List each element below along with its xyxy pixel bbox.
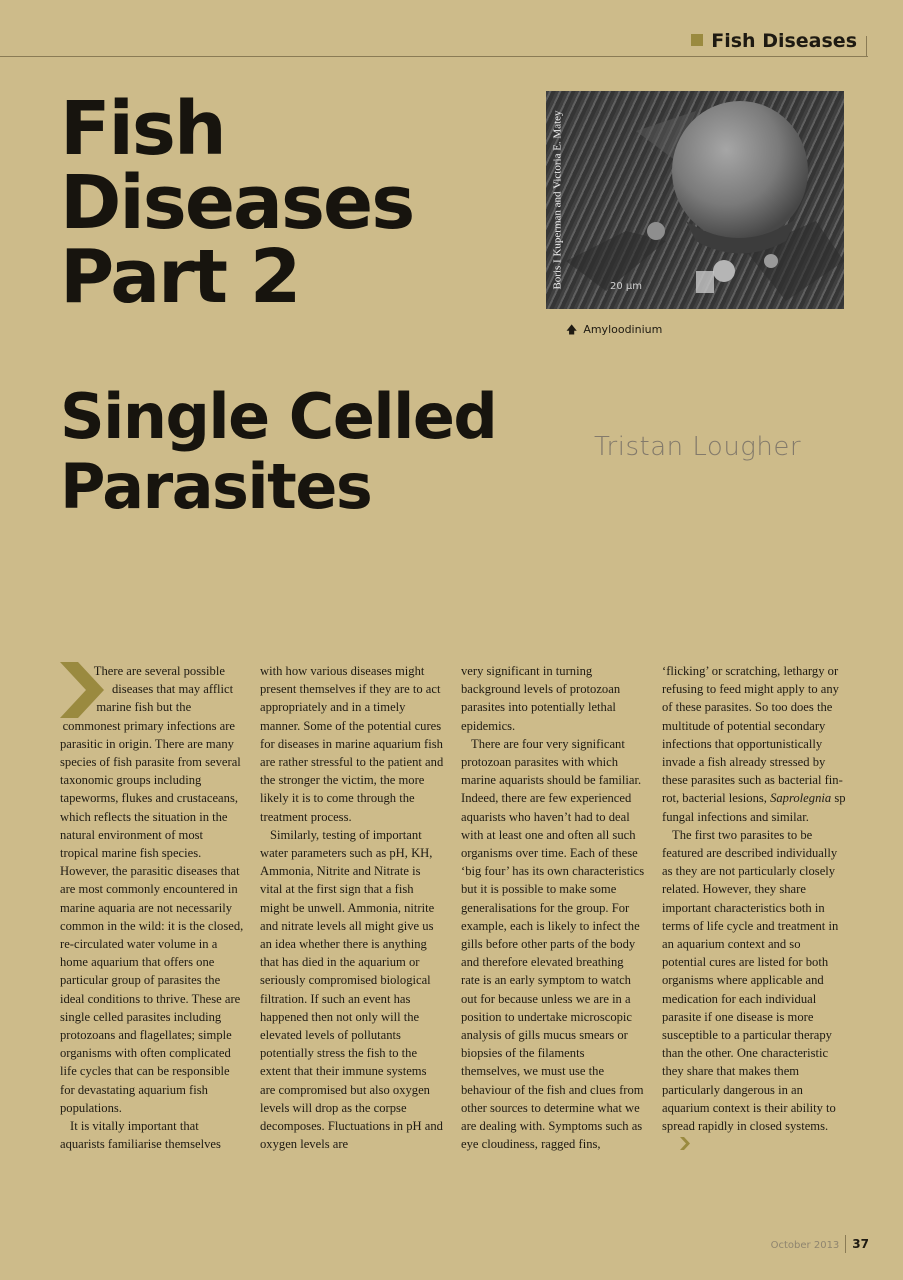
- body-paragraph: There are four very significant protozoan parasites with which marine aquarists should be familiar. Indeed, there are few experienced aquarists who haven’t had to deal with at least one and often all such organisms over time. Each of these ‘big four’ has its own characteristics but it is possible to make some generalisations for the group. For example, each is likely to infect the gills before other parts of the body and therefore elevated breathing rate is an early symptom to watch out for because unless we are in a position to undertake microscopic analysis of gills mucus smears or biopsies of the filaments themselves, we must use the behaviour of the fish and clues from other sources to determine what we are dealing with. Symptoms such as eye cloudiness, ragged fins,: [461, 736, 645, 1152]
- title-line-2: Diseases: [60, 160, 414, 246]
- arrow-up-icon: 🡅: [566, 323, 578, 336]
- species-name: Saprolegnia: [770, 791, 832, 806]
- subtitle-line-1: Single Celled: [60, 380, 497, 453]
- section-tag-label: Fish Diseases: [711, 30, 857, 52]
- header-rule: [0, 56, 868, 57]
- body-paragraph: It is vitally important that aquarists familiarise themselves: [60, 1119, 221, 1152]
- body-paragraph: There are several possible diseases that may afflict marine fish but the commonest primary infections are parasitic in origin. There are many species of fish parasite from several taxonomic groups including tapeworms, flukes and crustaceans, which reflects the situation in the natural environment of most tropical marine fish species. However, the parasitic diseases that are most commonly encountered in marine aquaria are not necessarily common in the wild: it is the closed, re-circulated water volume in a home aquarium that offers one particular group of parasites the ideal conditions to thrive. These are single celled parasites including protozoans and flagellates; simple organisms with often complicated life cycles that can be responsible for devastating aquarium fish populations.: [60, 664, 244, 1115]
- footer-divider: [845, 1235, 846, 1253]
- continue-chevron-icon: [670, 1137, 690, 1155]
- body-paragraph: with how various diseases might present themselves if they are to act appropriately and in a timely manner. Some of the potential cures for diseases in marine aquarium fish are rather stressful to the patient and the stronger the victim, the more likely it is to come through the treatment process.: [260, 664, 444, 824]
- body-paragraph: Similarly, testing of important water parameters such as pH, KH, Ammonia, Nitrite and Nitrate is vital at the first sign that a fish might be unwell. Ammonia, nitrite and nitrate levels all might give us an idea whether there is anything that has died in the aquarium or seriously compromised biological filtration. If such an event has happened then not only will the elevated levels of pollutants potentially stress the fish to the extent that their immune systems are compromised but also oxygen levels will drop as the corpse decomposes. Fluctuations in pH and oxygen levels are: [260, 827, 443, 1152]
- title-line-3: Part 2: [60, 234, 300, 320]
- photo-caption: [566, 321, 662, 340]
- body-column-4: [662, 662, 846, 1155]
- amyloodinium-photo: [546, 91, 844, 309]
- body-column-2: [260, 662, 444, 1153]
- body-text: sp fungal infections and similar.: [662, 791, 846, 824]
- header-rule-tick: [866, 36, 867, 57]
- body-paragraph: [662, 662, 846, 826]
- body-paragraph: very significant in turning background levels of protozoan parasites into potentially lethal epidemics.: [461, 664, 621, 733]
- title-line-1: Fish: [60, 86, 225, 172]
- photo-caption-text: Amyloodinium: [583, 323, 663, 336]
- body-paragraph: [662, 826, 846, 1156]
- body-column-3: [461, 662, 645, 1153]
- photo-credit-text: Boris I Kuperman and Victoria E. Matey: [552, 110, 564, 290]
- micrograph-illustration: [546, 91, 844, 309]
- body-text: The first two parasites to be featured are described individually as they are not particularly closely related. However, they share important characteristics both in terms of life cycle and treatment in an aquarium context and so potential cures are listed for both organisms where applicable and medication for each individual parasite if one disease is more susceptible to a particular therapy than the other. One characteristic they share that makes them particularly dangerous in an aquarium context is their ability to spread rapidly in closed systems.: [662, 827, 839, 1134]
- photo-credit: [546, 91, 570, 309]
- page-number: 37: [852, 1237, 869, 1251]
- page-footer: [771, 1233, 869, 1253]
- body-column-1: [60, 662, 244, 1153]
- article-title: [60, 86, 500, 320]
- article-subtitle: [60, 382, 540, 522]
- section-tag: [691, 30, 857, 52]
- issue-date: October 2013: [770, 1240, 840, 1251]
- author-name: Tristan Lougher: [594, 432, 802, 462]
- subtitle-line-2: Parasites: [60, 450, 372, 523]
- scale-bar-label: 20 µm: [610, 281, 643, 292]
- body-text: ‘flicking’ or scratching, lethargy or refusing to feed might apply to any of these parasites. So too does the multitude of potential secondary infections that opportunistically invade a fish already stressed by these parasites such as bacterial fin-rot, bacterial lesions,: [662, 664, 843, 806]
- square-bullet-icon: [691, 34, 703, 46]
